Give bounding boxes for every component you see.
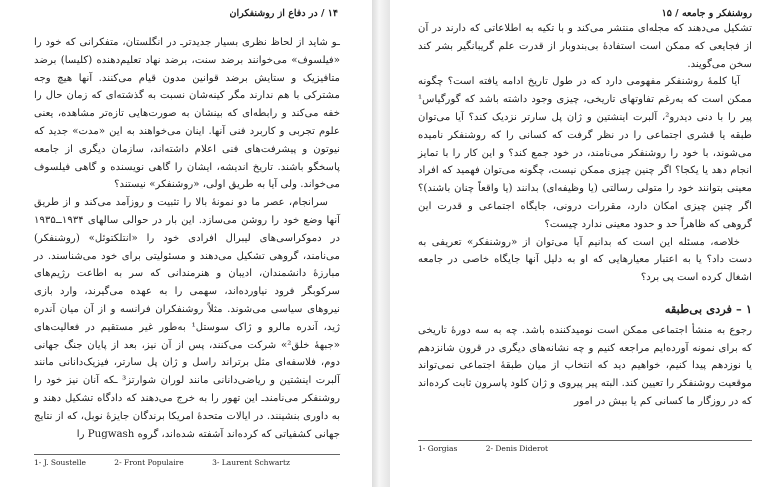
right-paragraph-1: تشکیل می‌دهند که مجله‌ای منتشر می‌کند و با تکیه به اطلاعاتی که دارند در آن از فجایعی که ممکن است استفادهٔ بی‌بندوبار از قدرت علم گریبانگیر بشر کند سخن می‌گویند.: [418, 23, 752, 70]
section-heading: ۱ – فردی بی‌طبقه: [664, 301, 752, 316]
footnote-1: 1- J. Soustelle: [34, 458, 86, 467]
right-footnotes: [418, 444, 574, 453]
left-paragraph-1: ـو شاید از لحاظ نظری بسیار جدیدترـ در انگلستان، متفکرانی که خود را «فیلسوف» می‌خوانند برضد سنت، برضد نهاد تعلیم‌دهنده (کلیسا) برضد متافیزیک و ستایش برضد قوانین مدون قیام می‌کنند. آنها هیچ وجه مشترکی با هم ندارند مگر کینه‌شان نسبت به گذشته‌ای که زمان حال را خفه می‌کند و رابطه‌ای که بینشان به صورت‌هایی تازه‌تر مشاهده، یعنی علوم تجربی و کاربرد فنی آنها. اینان می‌خواهند به این «مدت» جدید که نیوتون و پیشرفت‌های فنی اعلام داشته‌اند، سازمان دیگری از جامعه پاسخگو باشند. تاریخ اندیشه، ایشان را گاهی نویسنده و گاهی فیلسوف می‌خواند. ولی آیا به طریق اولی، «روشنفکر» نیستند؟: [34, 37, 340, 191]
right-paragraph-4: رجوع به منشأ اجتماعی ممکن است نومیدکننده باشد. چه به سه دورهٔ تاریخی که برای نمونه آورده‌ایم مراجعه کنیم و چه نشانه‌های دیگری در قرون شانزدهم یا نوزدهم پیدا کنیم، خواهیم دید که انتخاب از میان طبقهٔ اجتماعی نمی‌تواند موقعیت روشنفکر را تعیین کند. البته پیر پیروی و ژان کلود پاسرون ثابت کرده‌اند که در روزگار ما کسانی کم یا بیش در امور: [418, 324, 752, 407]
left-footnote-divider: [34, 454, 340, 455]
left-page-body: [34, 34, 340, 443]
footnote-3: 3- Laurent Schwartz: [212, 458, 290, 467]
right-page-header: روشنفکر و جامعه / ۱۵: [661, 8, 752, 19]
left-page-header: ۱۴ / در دفاع از روشنفکران: [229, 8, 338, 19]
left-paragraph-2: سرانجام، عصر ما دو نمونهٔ بالا را تثبیت و روزآمد می‌کند و از طریق آنها وضع خود را روشن می‌سازد. این بار در حوالی سالهای ۱۹۳۴ــ۱۹۳۵ در دموکراسی‌های لیبرال افرادی خود را «انتلکتوئل» (روشنفکر) می‌نامند، گروهی تشکیل می‌دهند و مسئولیتی برای خود می‌شناسند. در مبارزهٔ دانشمندان، ادیبان و هنرمندانی که سر به اطاعت رژیم‌های سرکوبگر فرود نیاورده‌اند، سهمی را به عهده می‌گیرند، وارد بازی نیروهای سیاسی می‌شوند. مثلاً روشنفکران فرانسه و از آن میان آندره ژید، آندره مالرو و ژاک سوستل¹ به‌طور غیر مستقیم در فعالیت‌های «جبههٔ خلق²» شرکت می‌کنند، پس از آن نیز، بعد از پایان جنگ جهانی دوم، فلاسفه‌ای مثل برتراند راسل و ژان پل سارتر، فیزیک‌دانانی مانند آلبرت اینشتین و ریاضی‌دانانی مانند لوران شوارتز³ ـکه آنان نیز خود را روشنفکر می‌نامندـ این تهور را به خرج می‌دهند که دادگاه تشکیل دهند و به داوری بنشینند. در ایالات متحدهٔ امریکا برندگان جایزهٔ نوبل، که از نتایج جهانی کشفیاتی که کرده‌اند آشفته شده‌اند، گروه Pugwash را: [34, 197, 340, 440]
book-spine: [372, 0, 390, 487]
right-page: [390, 0, 768, 487]
left-page: [0, 0, 372, 487]
right-paragraph-2: آیا کلمهٔ روشنفکر مفهومی دارد که در طول تاریخ ادامه یافته است؟ چگونه ممکن است که به‌رغم تفاوتهای تاریخی، چیزی وجود داشته باشد که گورگیاس¹ پیر را با دنی دیدرو²، آلبرت اینشتین و ژان پل سارتر نزدیک کند؟ آیا می‌توان طبقه یا قشری اجتماعی را در نظر گرفت که کسانی را که روشنفکر نامیده می‌شوند، با خود را روشنفکر می‌نامند، در خود جمع کند؟ و این کار را با تمایز انجام دهد یا یکجا؟ اگر چنین چیزی ممکن نیست، چگونه می‌توان فهمید که افراد معینی بتوانند خود را متولی رسالتی (یا وظیفه‌ای) بدانند (یا واقعاً چنان باشند)؟ اگر چنین چیزی امکان دارد، مقررات درونی، جایگاه اجتماعی و قدرت این گروهی که ظاهراً حد و حدود معینی ندارد چیست؟: [418, 76, 752, 230]
right-paragraph-3: خلاصه، مسئله این است که بدانیم آیا می‌توان از «روشنفکر» تعریفی به دست داد؟ یا به اعتبار معیارهایی که او به دلیل آنها جایگاه خاصی در جامعه اشغال کرده است پی برد؟: [418, 236, 752, 284]
left-footnotes: [34, 458, 316, 467]
footnote-1: 1- Gorgias: [418, 444, 458, 453]
right-footnote-divider: [418, 440, 752, 441]
right-page-body: [418, 20, 752, 411]
footnote-2: 2- Denis Diderot: [485, 444, 549, 453]
footnote-2: 2- Front Populaire: [114, 458, 184, 467]
